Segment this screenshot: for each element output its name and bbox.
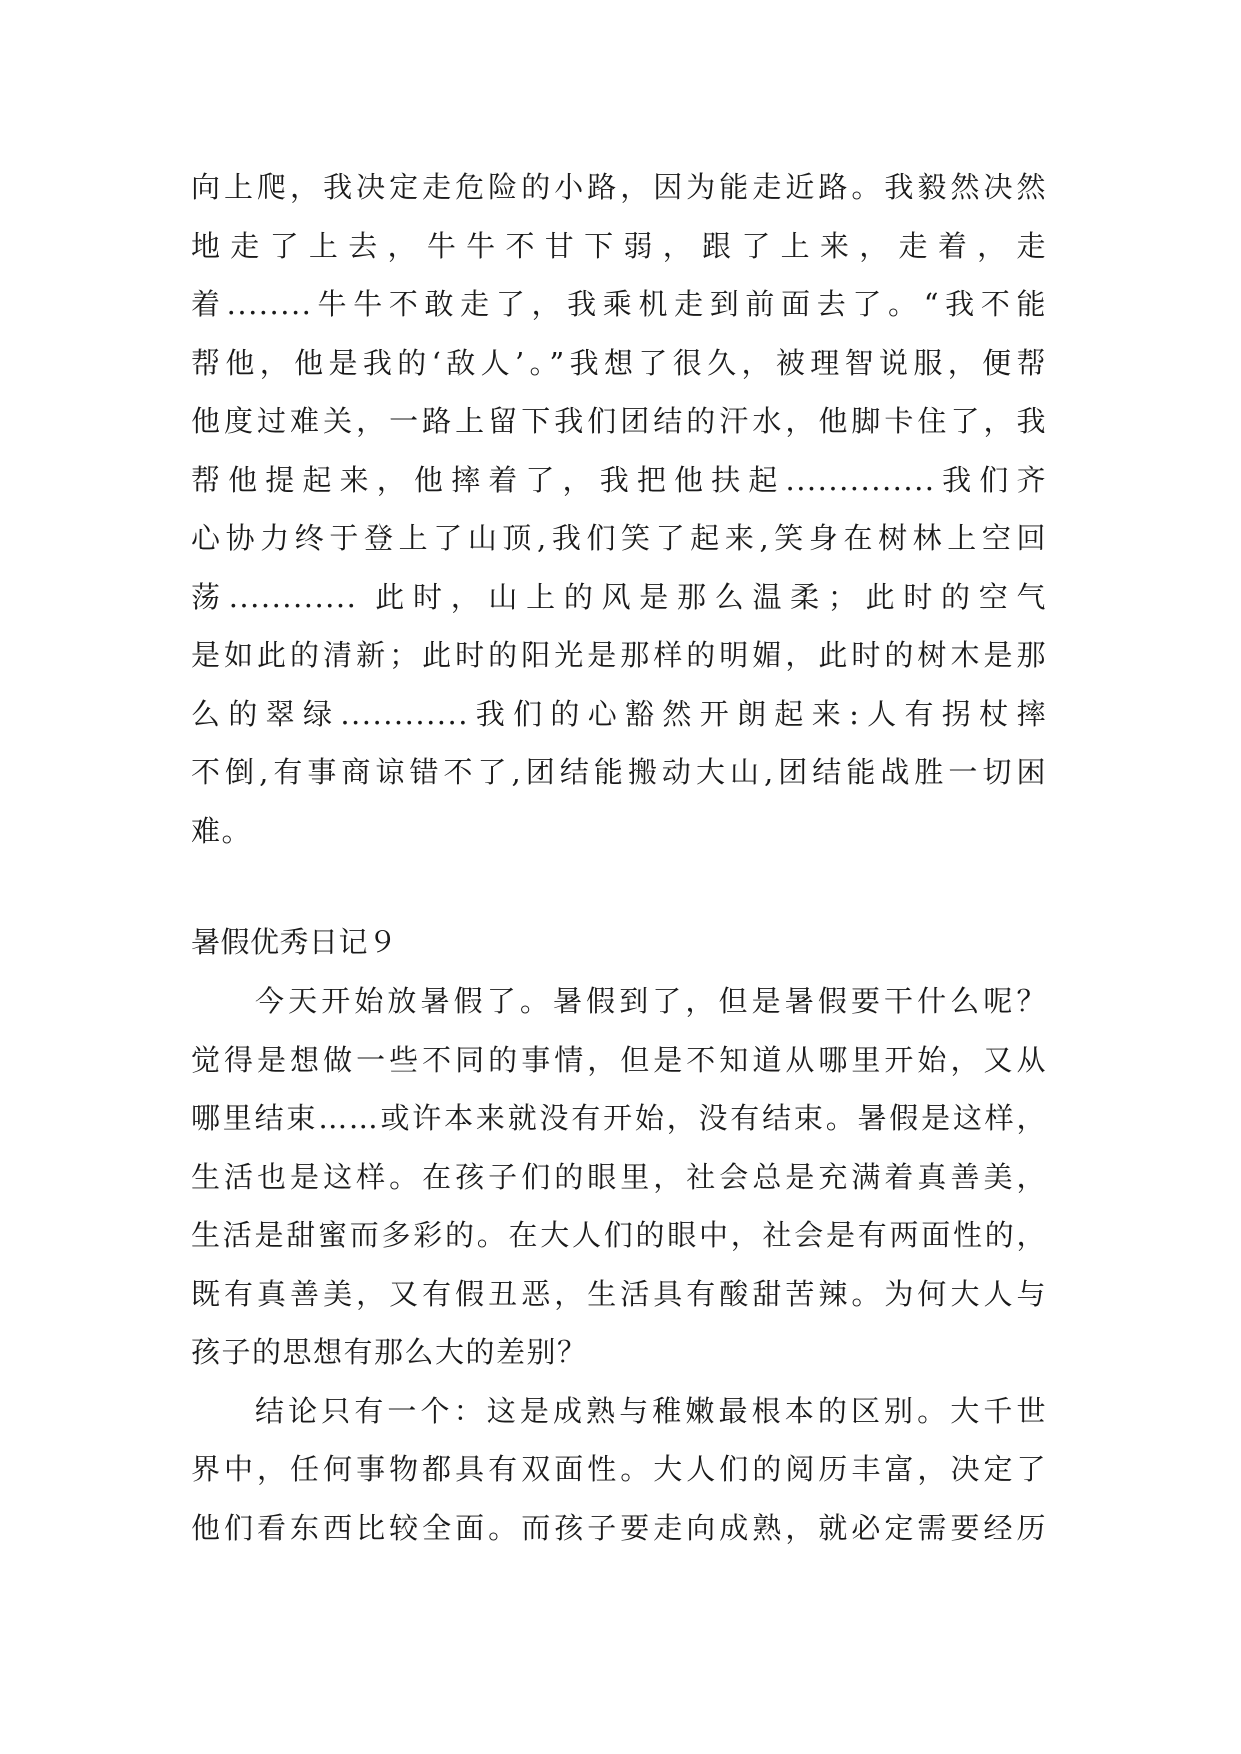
text-line: 生活也是这样。在孩子们的眼里，社会总是充满着真善美，: [191, 1160, 1047, 1194]
text-line: 觉得是想做一些不同的事情，但是不知道从哪里开始，又从: [191, 1043, 1047, 1077]
text-line: 界中，任何事物都具有双面性。大人们的阅历丰富，决定了: [191, 1452, 1047, 1486]
text-line: 帮他提起来，他摔着了，我把他扶起..............我们齐: [191, 463, 1047, 497]
text-line: 难。: [191, 814, 253, 848]
paragraph-first-line: 今天开始放暑假了。暑假到了，但是暑假要干什么呢？: [255, 984, 1047, 1018]
text-line: 他度过难关，一路上留下我们团结的汗水，他脚卡住了，我: [191, 404, 1047, 438]
text-line: 是如此的清新；此时的阳光是那样的明媚，此时的树木是那: [191, 638, 1047, 672]
text-line: 地走了上去，牛牛不甘下弱，跟了上来，走着，走: [191, 229, 1047, 263]
text-line: 孩子的思想有那么大的差别？: [191, 1335, 588, 1369]
text-line: 么的翠绿............我们的心豁然开朗起来:人有拐杖摔: [191, 697, 1047, 731]
text-line: 他们看东西比较全面。而孩子要走向成熟，就必定需要经历: [191, 1511, 1047, 1545]
text-line: 生活是甜蜜而多彩的。在大人们的眼中，社会是有两面性的，: [191, 1218, 1047, 1252]
section-title: 暑假优秀日记９: [191, 925, 398, 959]
text-line: 心协力终于登上了山顶,我们笑了起来,笑身在树林上空回: [191, 521, 1047, 555]
paragraph-first-line: 结论只有一个：这是成熟与稚嫩最根本的区别。大千世: [255, 1394, 1047, 1428]
text-line: 着........牛牛不敢走了，我乘机走到前面去了。“我不能: [191, 287, 1047, 321]
text-line: 向上爬，我决定走危险的小路，因为能走近路。我毅然决然: [191, 170, 1047, 204]
text-line: 荡............ 此时，山上的风是那么温柔；此时的空气: [191, 580, 1047, 614]
text-line: 不倒,有事商谅错不了,团结能搬动大山,团结能战胜一切困: [191, 755, 1047, 789]
text-line: 既有真善美，又有假丑恶，生活具有酸甜苦辣。为何大人与: [191, 1277, 1047, 1311]
text-line: 哪里结束……或许本来就没有开始，没有结束。暑假是这样，: [191, 1101, 1047, 1135]
text-line: 帮他，他是我的‘敌人’。”我想了很久，被理智说服，便帮: [191, 346, 1047, 380]
